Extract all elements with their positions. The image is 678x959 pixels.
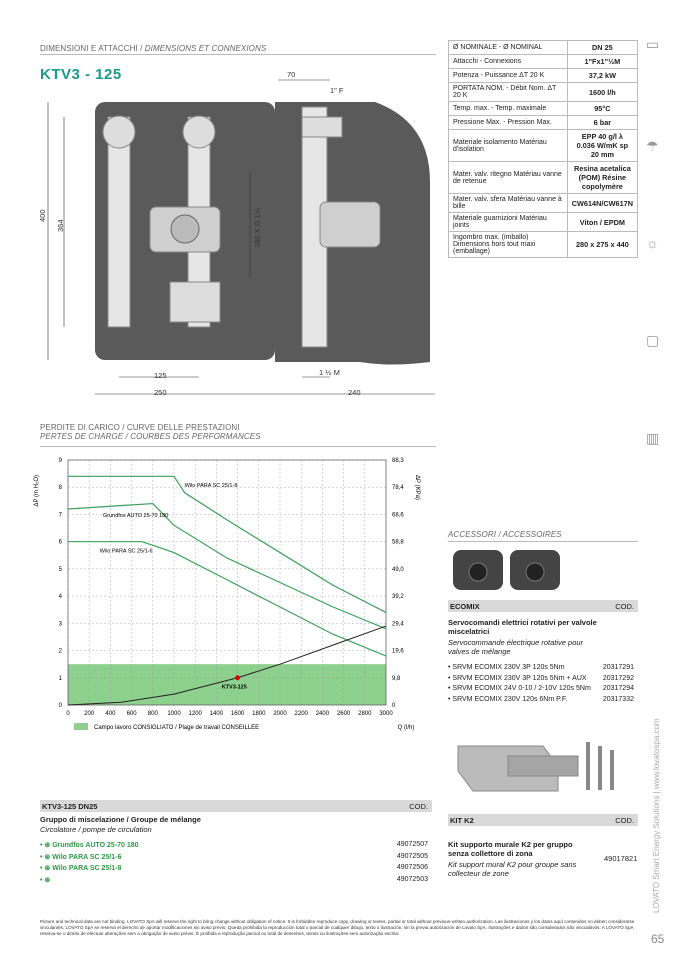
series-label: Grundfos AUTO 25-70 180 [102,513,169,520]
section-title: DIMENSIONI E ATTACCHI / DIMENSIONS ET CONNEXIONS [40,44,267,53]
spec-row [449,232,638,258]
spec-key: Pressione Max. - Pression Max. [449,116,568,130]
sun-icon: ☼ [646,235,659,251]
spec-key: Materiale isolamento Matériau d'isolation [449,130,568,162]
x-tick-label: 1800 [252,711,266,717]
dim-1m: 1 ½ M [319,368,340,377]
page-number: 65 [651,932,665,946]
legend-swatch [74,723,88,730]
series-label: KTV3-125 [221,684,247,691]
spec-value: 280 x 275 x 440 [567,232,637,258]
item-code: 20317291 [602,664,634,671]
dim-70: 70 [287,70,296,79]
dim-240: 240 [348,388,361,397]
divider [40,446,436,447]
spec-key: Mater. valv. ritegno Matériau vanne de retenue [449,162,568,194]
rain-icon: ☂ [646,138,659,154]
footer-disclaimer: Picture and technical data are not binding. LOVATO SpA will reserve the right to bring change without obligation of notice. It is forbidden reproduce copy, drawing or textes, partial or total without previous written authorization. Las ilustraciones y los datos aquí contenidos no deben considerarse vinculantes. LOVATO SpA se reserva el derecho de aportar modificaciones sin aviso previo. Queda prohibida la reproducción total o parcial de cualquier dibujo, texto o ilustración, sin la previa autorización de Lovato SpA. Ilustrações e dados são considerados não vinculativos. A LOVATO SpA reserva-se o direito de efectuar alterações sem a obrigação de aviso prévio. É proibida a reprodução parcial ou total de desenhos, textos ou ilustrações sem autorização escrita. [40,919,635,936]
series-line [68,476,386,612]
item-label: • ⊛ Wilo PARA SC 25/1-8 [40,865,122,872]
product-bar [40,800,432,812]
spec-value: Viton / EPDM [567,213,637,232]
list-item [40,864,432,876]
spec-key: Potenza - Puissance ΔT 20 K [449,69,568,83]
spec-value: Resina acetalica (POM) Résine copolymère [567,162,637,194]
spec-row [449,83,638,102]
y-tick-label: 1 [58,675,62,682]
item-code: 20317332 [602,695,634,703]
x-tick-label: 0 [66,711,70,717]
product-list [40,841,432,887]
ecomix-list [448,664,638,706]
item-label: • ⊛ Wilo PARA SC 25/1-6 [40,853,122,861]
x-tick-label: 2800 [358,711,372,717]
spec-row [449,213,638,232]
item-label: • ⊛ [40,876,51,884]
spec-key: Ø NOMINALE - Ø NOMINAL [449,41,568,55]
y-tick-label: 0 [58,703,62,709]
ecomix-cod: COD. [615,602,634,611]
x-tick-label: 1600 [230,711,245,717]
legend-label: Campo lavoro CONSIGLIATO / Plage de travail CONSEILLEE [94,725,260,731]
item-code: 20317292 [602,674,634,682]
spec-key: Mater. valv. sfera Matériau vanne à bille [449,194,568,213]
item-code: 20317294 [602,685,634,692]
y2-tick-label: 88,3 [392,458,404,464]
spec-value: 1"Fx1"½M [567,55,637,69]
x-tick-label: 800 [147,711,158,717]
spec-table [448,40,638,258]
y-tick-label: 7 [58,512,62,519]
dim-180: 180 X G 1½ [253,207,262,248]
list-item [448,685,638,696]
x-tick-label: 1200 [188,711,202,717]
item-label: • SRVM ECOMIX 230V 3P 120s 5Nm [448,664,565,671]
spec-key: Attacchi - Connexions [449,55,568,69]
kit-image [448,736,638,798]
y2-tick-label: 0 [392,703,396,709]
y-tick-label: 8 [58,485,62,492]
brand-vertical: LOVATO Smart Energy Solutions | www.lovatospa.com [652,718,661,913]
spec-value: DN 25 [567,41,637,55]
kit-desc-fr: Kit support mural K2 pour groupe sans collecteur de zone [448,860,577,878]
ecomix-image [448,546,568,596]
series-line [68,542,386,656]
chart-icon: ▥ [646,430,660,446]
y-tick-label: 2 [58,648,62,655]
item-code: 49072506 [396,864,428,871]
kit-code: 49017821 [604,854,638,863]
product-desc1: Gruppo di miscelazione / Groupe de mélange [40,815,201,824]
spec-row [449,41,638,55]
spec-value: 6 bar [567,116,637,130]
item-code: 49072503 [396,875,428,883]
x-tick-label: 400 [105,711,116,717]
perf-title: PERDITE DI CARICO / CURVE DELLE PRESTAZIONI PERTES DE CHARGE / COURBES DES PERFORMANCES [40,423,261,441]
x-tick-label: 600 [126,711,137,717]
item-label: • SRVM ECOMIX 24V 0-10 / 2-10V 120s 5Nm [448,685,591,692]
divider [40,54,436,55]
y-tick-label: 5 [58,566,62,573]
y2-tick-label: 39,2 [392,594,404,601]
dim-125: 125 [154,371,167,380]
x-tick-label: 2000 [273,711,287,717]
y2-tick-label: 78,4 [392,485,404,492]
spec-key: Ingombro max. (imballo) Dimensions hors tout maxi (emballage) [449,232,568,258]
dim-250: 250 [154,388,167,397]
spec-value: 95°C [567,102,637,116]
y2-tick-label: 68,6 [392,512,404,519]
dim-400: 400 [38,209,47,222]
accessories-title: ACCESSORI / ACCESSOIRES [448,530,562,539]
x-tick-label: 1000 [167,711,181,717]
y-axis-label: ΔP (m H₂O) [34,475,40,507]
x-axis-label: Q (l/h) [397,725,415,731]
item-label: • ⊛ Grundfos AUTO 25-70 180 [40,842,139,849]
radiator-icon: ▭ [646,36,660,52]
kit-bar [448,814,638,826]
item-code: 49072507 [396,841,428,848]
list-item [40,853,432,865]
spec-row [449,55,638,69]
series-label: Wilo PARA SC 25/1-6 [99,548,153,555]
y2-tick-label: 19,6 [392,648,404,655]
spec-value: EPP 40 g/l λ 0.036 W/mK sp 20 mm [567,130,637,162]
ecomix-desc-fr: Servocommande électrique rotative pour valves de mélange [448,638,584,656]
list-item [40,876,432,888]
x-tick-label: 3000 [379,711,393,717]
spec-row [449,194,638,213]
list-item [448,696,638,707]
y-tick-label: 4 [58,594,62,601]
x-tick-label: 1400 [209,711,224,717]
spec-key: Materiale guarnizioni Matériau joints [449,213,568,232]
spec-row [449,130,638,162]
dimension-drawing [40,62,440,402]
box-icon: ▢ [646,332,660,348]
x-tick-label: 2200 [294,711,308,717]
y2-tick-label: 9,8 [392,675,401,682]
spec-key: Temp. max. - Temp. maximale [449,102,568,116]
kit-desc-it: Kit supporto murale K2 per gruppo senza collettore di zona [448,840,573,858]
product-name: KTV3-125 DN25 [42,802,98,811]
y2-tick-label: 49,0 [392,566,404,573]
kit-cod: COD. [615,816,634,825]
y2-tick-label: 29,4 [392,621,404,628]
y2-tick-label: 58,8 [392,539,404,546]
spec-value: 37,2 kW [567,69,637,83]
spec-row [449,116,638,130]
list-item [448,664,638,675]
item-label: • SRVM ECOMIX 230V 3P 120s 5Nm + AUX [448,674,587,682]
ecomix-desc-it: Servocomandi elettrici rotativi per valvole miscelatrici [448,618,597,636]
series-label: Wilo PARA SC 25/1-8 [184,483,238,490]
item-label: • SRVM ECOMIX 230V 120s 6Nm P.F. [448,695,568,703]
ecomix-bar [448,600,638,612]
x-tick-label: 200 [84,711,95,717]
performance-chart [28,450,438,740]
list-item [448,675,638,686]
y-tick-label: 3 [58,621,62,628]
series-line [68,504,386,629]
spec-value: CW614N/CW617N [567,194,637,213]
y-tick-label: 6 [58,539,62,546]
spec-row [449,162,638,194]
product-cod: COD. [409,802,428,811]
operating-point [235,675,240,680]
divider [448,541,638,542]
model-title: KTV3 - 125 [40,66,122,83]
dim-1f: 1" F [330,86,344,95]
product-desc2: Circolatore / pompe de circulation [40,825,152,834]
spec-row [449,69,638,83]
x-tick-label: 2400 [315,711,330,717]
list-item [40,841,432,853]
spec-key: PORTATA NOM. - Débit Nom. ΔT 20 K [449,83,568,102]
spec-value: 1600 l/h [567,83,637,102]
kit-name: KIT K2 [450,816,474,825]
dim-364: 364 [56,219,65,232]
spec-row [449,102,638,116]
y2-axis-label: ΔP (KPa) [414,475,420,500]
ecomix-name: ECOMIX [450,602,480,611]
item-code: 49072505 [396,852,428,860]
y-tick-label: 9 [58,458,62,464]
x-tick-label: 2600 [336,711,351,717]
